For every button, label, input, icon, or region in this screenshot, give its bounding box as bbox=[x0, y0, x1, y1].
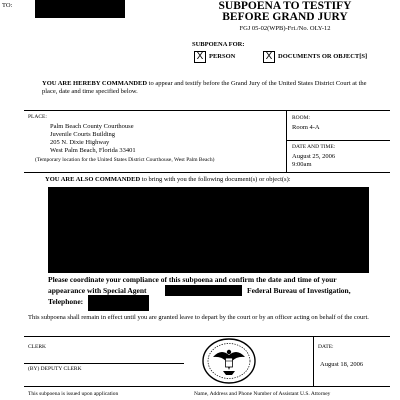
coordinate-line-3: Telephone: bbox=[48, 297, 84, 306]
command-text: to appear and testify before the Grand Jury of the United States District Court at the place, date and time specified below. bbox=[42, 80, 367, 95]
title-line-1: SUBPOENA TO TESTIFY bbox=[218, 0, 352, 12]
date-issued: August 18, 2006 bbox=[320, 361, 364, 368]
place-label: PLACE: bbox=[28, 114, 47, 120]
place-line: 205 N. Dixie Highway bbox=[50, 139, 110, 146]
also-commanded-text: to bring with you the following document(s) or object(s): bbox=[140, 176, 291, 183]
place-line: West Palm Beach, Florida 33401 bbox=[50, 147, 136, 154]
documents-label: DOCUMENTS OR OBJECT[S] bbox=[278, 53, 368, 60]
redaction-recipient bbox=[35, 0, 125, 18]
person-checkbox[interactable]: X bbox=[194, 51, 206, 63]
time-value: 9:00am bbox=[292, 161, 312, 168]
to-label: TO: bbox=[2, 2, 13, 9]
remain-in-effect: This subpoena shall remain in effect until you are granted leave to depart by the court or by an officer acting on behalf of the court. bbox=[28, 314, 369, 321]
table-top-rule bbox=[24, 110, 390, 111]
date-value: August 25, 2006 bbox=[292, 153, 336, 160]
room-value: Room 4-A bbox=[292, 124, 320, 131]
documents-checkbox[interactable]: X bbox=[263, 51, 275, 63]
footer-attorney-info: Name, Address and Phone Number of Assistant U.S. Attorney bbox=[194, 391, 331, 397]
command-bold: YOU ARE HEREBY COMMANDED bbox=[42, 80, 148, 87]
command-paragraph bbox=[42, 80, 382, 96]
title-line-2: BEFORE GRAND JURY bbox=[222, 11, 348, 23]
redaction-telephone bbox=[88, 295, 149, 311]
clerk-bottom-rule bbox=[24, 386, 390, 387]
coordinate-line-2b: Federal Bureau of Investigation, bbox=[247, 286, 351, 295]
place-line: Palm Beach County Courthouse bbox=[50, 123, 134, 130]
table-divider bbox=[286, 110, 287, 172]
redaction-agent-name bbox=[165, 285, 242, 296]
also-commanded-bold: YOU ARE ALSO COMMANDED bbox=[45, 176, 141, 183]
footer-issued-upon: This subpoena is issued upon application bbox=[28, 391, 119, 397]
case-number: FGJ 05-02(WPB)-Fri./No. OLY-12 bbox=[239, 25, 331, 32]
date-label: DATE: bbox=[318, 344, 334, 350]
deputy-clerk-label: (BY) DEPUTY CLERK bbox=[28, 366, 82, 372]
person-label: PERSON bbox=[209, 53, 236, 60]
redaction-documents-list bbox=[48, 187, 369, 273]
place-line: Juvenile Courts Building bbox=[50, 131, 115, 138]
deputy-rule bbox=[24, 363, 184, 364]
clerk-date-divider bbox=[313, 336, 314, 386]
also-commanded-paragraph bbox=[45, 176, 385, 184]
court-seal bbox=[201, 337, 257, 385]
place-address bbox=[50, 123, 280, 155]
subpoena-for-label: SUBPOENA FOR: bbox=[192, 41, 245, 48]
place-note: (Temporary location for the United States District Courthouse, West Palm Beach) bbox=[35, 157, 215, 163]
room-date-rule bbox=[286, 140, 390, 141]
date-time-label: DATE AND TIME: bbox=[292, 144, 336, 150]
table-bottom-rule bbox=[24, 172, 390, 173]
room-label: ROOM: bbox=[292, 115, 311, 121]
coordinate-line-1: Please coordinate your compliance of this subpoena and confirm the date and time of your bbox=[48, 275, 337, 284]
clerk-label: CLERK bbox=[28, 344, 47, 350]
coordinate-line-2a: appearance with Special Agent bbox=[48, 286, 147, 295]
